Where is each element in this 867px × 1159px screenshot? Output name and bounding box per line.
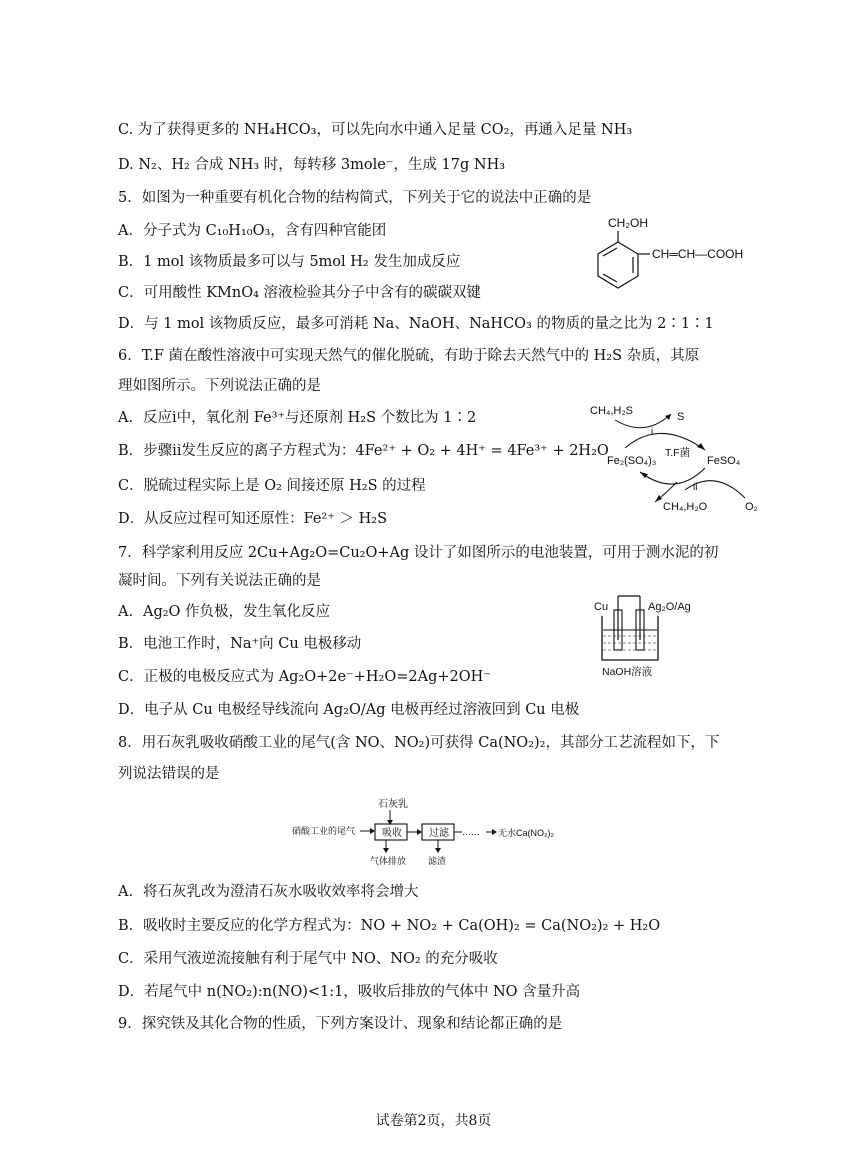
structure-ch2oh-label: CH₂OH xyxy=(608,216,648,230)
diagram-bacteria: T.F菌 xyxy=(665,447,691,459)
flow-exhaust-label: 气体排放 xyxy=(370,856,407,866)
q4-option-d: D. N₂、H₂ 合成 NH₃ 时，每转移 3mole⁻，生成 17g NH₃ xyxy=(118,157,506,173)
q5-structure-diagram xyxy=(570,212,760,292)
q4-option-c: C. 为了获得更多的 NH₄HCO₃，可以先向水中通入足量 CO₂，再通入足量 NH₃ xyxy=(118,122,633,138)
q8-stem-line2: 列说法错误的是 xyxy=(118,766,220,782)
flow-product-label: 无水Ca(NO₂)₂ xyxy=(498,828,554,838)
battery-solution-label: NaOH溶液 xyxy=(602,666,653,678)
diagram-step-i: i xyxy=(651,427,654,438)
q7-option-a: A．Ag₂O 作负极，发生氧化反应 xyxy=(118,604,331,620)
flow-lime-label: 石灰乳 xyxy=(378,799,408,810)
battery-cu-label: Cu xyxy=(594,601,609,613)
q6-option-a: A．反应ⅰ中，氧化剂 Fe³⁺与还原剂 H₂S 个数比为 1∶2 xyxy=(118,410,477,426)
battery-ag-label: Ag₂O/Ag xyxy=(648,601,691,613)
q5-option-c: C．可用酸性 KMnO₄ 溶液检验其分子中含有的碳碳双键 xyxy=(118,285,482,301)
q5-stem: 5．如图为一种重要有机化合物的结构简式，下列关于它的说法中正确的是 xyxy=(118,190,592,206)
diagram-oxygen: O₂ xyxy=(745,501,758,513)
structure-chain-label: CH═CH—COOH xyxy=(652,247,744,261)
q8-stem-line1: 8．用石灰乳吸收硝酸工业的尾气(含 NO、NO₂)可获得 Ca(NO₂)₂，其部分工艺流程如下，下 xyxy=(118,735,720,751)
q6-option-b: B．步骤ⅱ发生反应的离子方程式为：4Fe²⁺ + O₂ + 4H⁺ = 4Fe³⁺ + 2H₂O xyxy=(118,443,609,459)
diagram-sulfur: S xyxy=(677,411,685,423)
diagram-ferric-sulfate: Fe₂(SO₄)₃ xyxy=(607,455,657,467)
q5-option-b: B．1 mol 该物质最多可以与 5mol H₂ 发生加成反应 xyxy=(118,254,461,270)
q5-option-d: D．与 1 mol 该物质反应，最多可消耗 Na、NaOH、NaHCO₃ 的物质的量之比为 2∶1∶1 xyxy=(118,316,714,332)
q8-option-b: B．吸收时主要反应的化学方程式为：NO + NO₂ + Ca(OH)₂ = Ca(NO₂)₂ + H₂O xyxy=(118,918,661,934)
q8-option-d: D．若尾气中 n(NO₂):n(NO)<1:1，吸收后排放的气体中 NO 含量升高 xyxy=(118,984,581,1000)
q8-process-flow xyxy=(290,796,560,868)
flow-absorb-box: 吸收 xyxy=(382,828,402,839)
diagram-inlet-gas: CH₄,H₂S xyxy=(590,405,633,417)
q7-stem-line2: 凝时间。下列有关说法正确的是 xyxy=(118,573,321,589)
q6-option-d: D．从反应过程可知还原性：Fe²⁺ ＞ H₂S xyxy=(118,511,388,527)
q6-desulfurization-diagram xyxy=(585,398,770,520)
page-footer: 试卷第2页，共8页 xyxy=(375,1113,492,1129)
flow-residue-label: 滤渣 xyxy=(428,856,447,866)
q7-stem-line1: 7．科学家利用反应 2Cu+Ag₂O=Cu₂O+Ag 设计了如图所示的电池装置，可用于测水泥的初 xyxy=(118,545,719,561)
q8-option-a: A．将石灰乳改为澄清石灰水吸收效率将会增大 xyxy=(118,884,419,900)
diagram-ferrous-sulfate: FeSO₄ xyxy=(707,455,741,467)
flow-tail-gas-label: 硝酸工业的尾气 xyxy=(292,826,356,836)
q7-battery-diagram xyxy=(592,590,722,680)
q6-stem-line2: 理如图所示。下列说法正确的是 xyxy=(118,378,321,394)
q7-option-c: C．正极的电极反应式为 Ag₂O+2e⁻+H₂O=2Ag+2OH⁻ xyxy=(118,669,491,685)
q7-option-b: B．电池工作时，Na⁺向 Cu 电极移动 xyxy=(118,636,362,652)
q8-option-c: C．采用气液逆流接触有利于尾气中 NO、NO₂ 的充分吸收 xyxy=(118,951,498,967)
q5-option-a: A．分子式为 C₁₀H₁₀O₃，含有四种官能团 xyxy=(118,223,387,239)
q6-stem-line1: 6．T.F 菌在酸性溶液中可实现天然气的催化脱硫，有助于除去天然气中的 H₂S 杂质，其原 xyxy=(118,348,700,364)
diagram-step-ii: ii xyxy=(693,482,698,493)
q7-option-d: D．电子从 Cu 电极经导线流向 Ag₂O/Ag 电极再经过溶液回到 Cu 电极 xyxy=(118,702,580,718)
flow-filter-box: 过滤 xyxy=(429,828,449,839)
flow-dots: …… xyxy=(462,827,480,837)
q6-option-c: C．脱硫过程实际上是 O₂ 间接还原 H₂S 的过程 xyxy=(118,478,426,494)
q9-stem: 9．探究铁及其化合物的性质，下列方案设计、现象和结论都正确的是 xyxy=(118,1016,563,1032)
diagram-outlet-gas: CH₄,H₂O xyxy=(663,501,708,513)
